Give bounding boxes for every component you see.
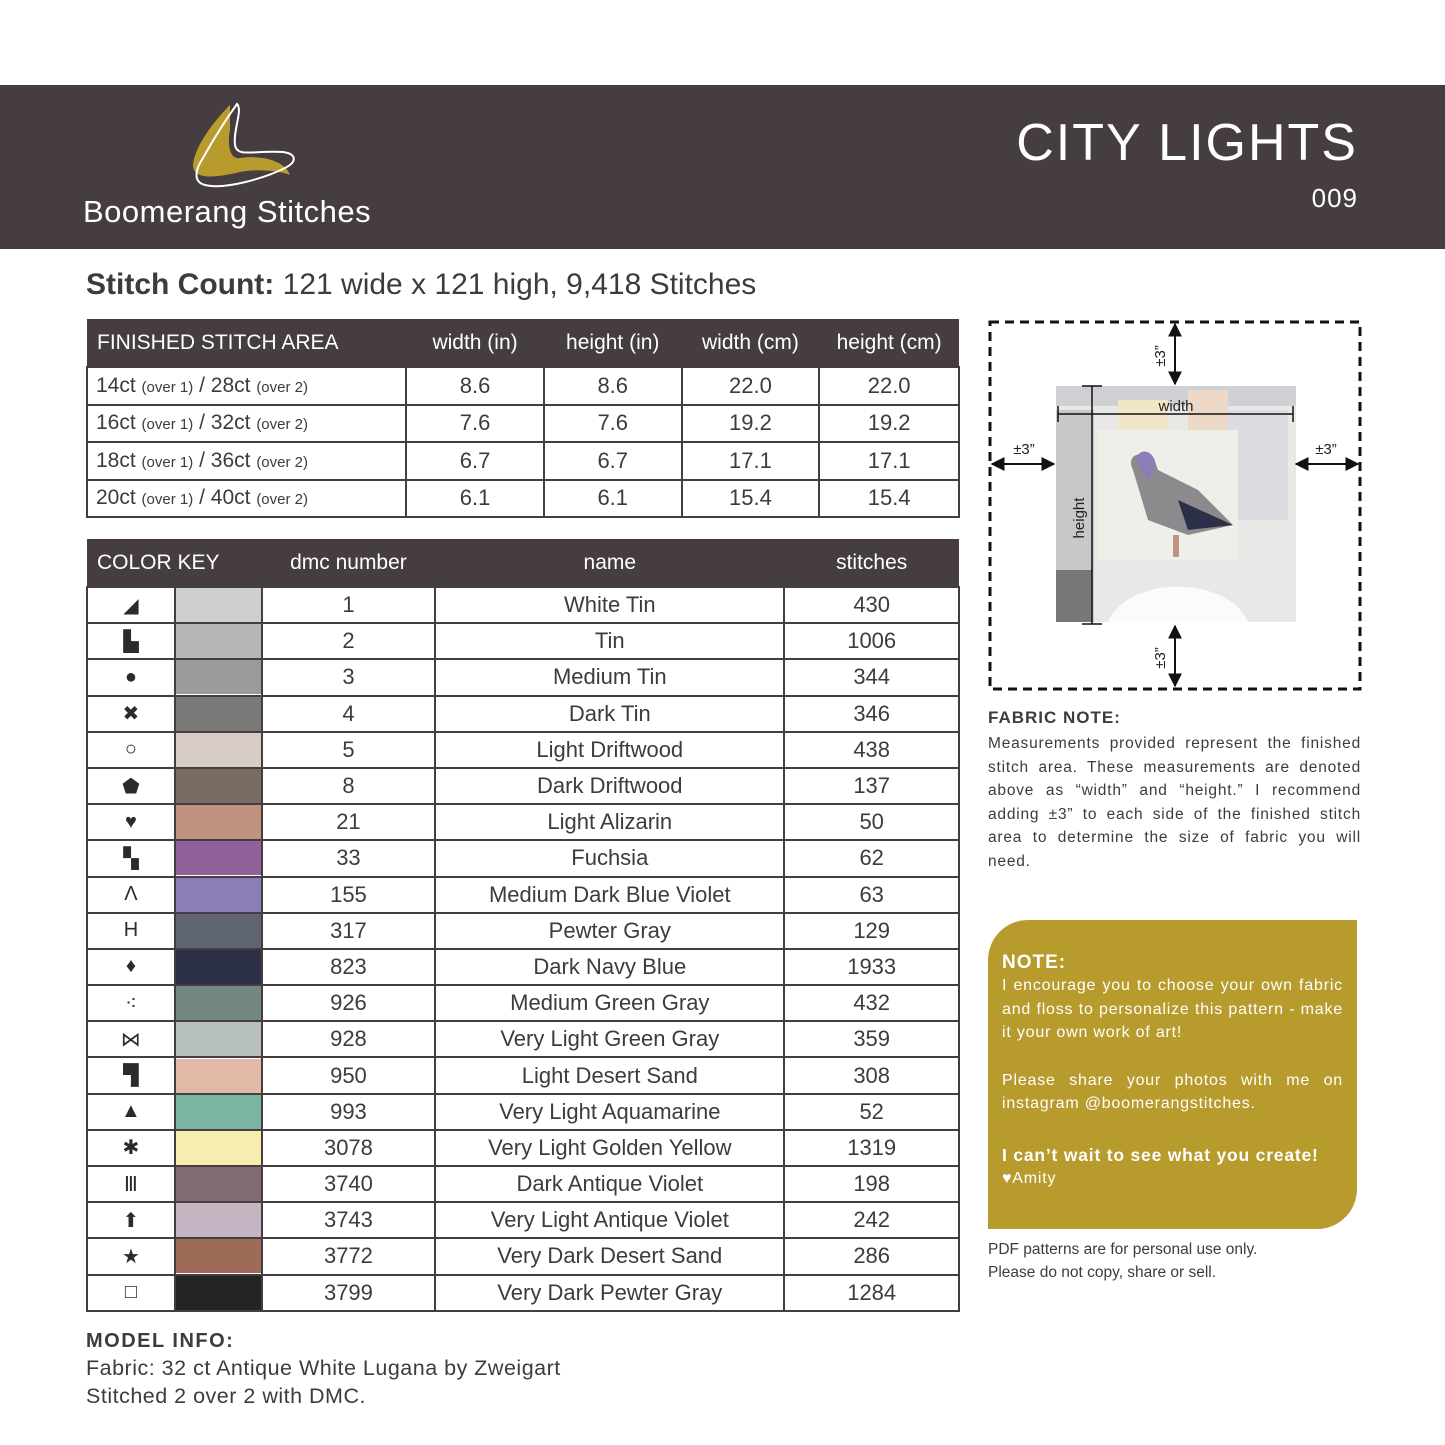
table-row [87, 1166, 959, 1202]
color-name-cell: Medium Green Gray [435, 985, 784, 1021]
column-header: height (cm) [819, 319, 959, 367]
mushroom-symbol: ⬆ [87, 1202, 175, 1238]
table-row [87, 1130, 959, 1166]
color-swatch [175, 587, 262, 623]
table-row [87, 480, 959, 518]
color-swatch [175, 1130, 262, 1166]
height-in-cell: 7.6 [544, 405, 682, 443]
table-header-row [87, 319, 959, 367]
table-row [87, 1202, 959, 1238]
dmc-number-cell: 993 [262, 1094, 436, 1130]
table-header-row [87, 539, 959, 587]
width-cm-cell: 22.0 [682, 367, 820, 405]
brand-name: Boomerang Stitches [83, 194, 372, 229]
color-name-cell: Tin [435, 623, 784, 659]
column-header: stitches [784, 539, 959, 587]
model-fabric: Fabric: 32 ct Antique White Lugana by Zweigart [86, 1356, 561, 1380]
fabric-count-cell: 18ct (over 1) / 36ct (over 2) [87, 442, 406, 480]
dmc-number-cell: 5 [262, 732, 436, 768]
stitch-count-cell: 308 [784, 1057, 959, 1093]
pattern-title: CITY LIGHTS [1016, 114, 1358, 172]
table-row [87, 840, 959, 876]
table-row [87, 696, 959, 732]
table-row [87, 623, 959, 659]
stitch-count-cell: 63 [784, 877, 959, 913]
color-name-cell: Light Driftwood [435, 732, 784, 768]
table-row [87, 1057, 959, 1093]
height-cm-cell: 19.2 [819, 405, 959, 443]
table-row [87, 1238, 959, 1274]
stitch-count-cell: 242 [784, 1202, 959, 1238]
header-banner [0, 85, 1445, 249]
fabric-size-diagram [988, 320, 1363, 692]
table-row [87, 949, 959, 985]
stitch-count-cell: 1284 [784, 1275, 959, 1311]
dmc-number-cell: 1 [262, 587, 436, 623]
bars-symbol: Ⅲ [87, 1166, 175, 1202]
table-row [87, 442, 959, 480]
color-swatch [175, 1202, 262, 1238]
width-in-cell: 6.7 [406, 442, 544, 480]
stitch-count-cell: 50 [784, 804, 959, 840]
circle-symbol: ● [87, 659, 175, 695]
dmc-number-cell: 21 [262, 804, 436, 840]
table-row [87, 732, 959, 768]
color-key-table [86, 539, 960, 1312]
fabric-note-text: Measurements provided represent the finished stitch area. These measurements are denoted above as “width” and “height.” I recommend adding ±3” to each side of the finished stitch area to determine the size of fabric you will need. [988, 735, 1361, 870]
stitch-count-cell: 344 [784, 659, 959, 695]
pentagon-symbol: ⬟ [87, 768, 175, 804]
color-name-cell: White Tin [435, 587, 784, 623]
dmc-number-cell: 155 [262, 877, 436, 913]
model-stitched: Stitched 2 over 2 with DMC. [86, 1384, 366, 1408]
note-closing: I can’t wait to see what you create! [1002, 1144, 1319, 1165]
color-name-cell: Very Dark Pewter Gray [435, 1275, 784, 1311]
finished-area-table [86, 319, 960, 518]
dmc-number-cell: 3740 [262, 1166, 436, 1202]
width-in-cell: 8.6 [406, 367, 544, 405]
height-label: height [1071, 497, 1088, 539]
stitch-count-cell: 62 [784, 840, 959, 876]
stitch-count-cell: 52 [784, 1094, 959, 1130]
legal-line: Please do not copy, share or sell. [988, 1264, 1217, 1281]
note-signature: ♥Amity [1002, 1170, 1057, 1187]
color-name-cell: Very Light Antique Violet [435, 1202, 784, 1238]
h-bar-symbol: H [87, 913, 175, 949]
fabric-count-cell: 20ct (over 1) / 40ct (over 2) [87, 480, 406, 518]
color-swatch [175, 1021, 262, 1057]
color-swatch [175, 1166, 262, 1202]
dmc-number-cell: 33 [262, 840, 436, 876]
column-header: name [435, 539, 784, 587]
top-margin-label: ±3” [1152, 345, 1169, 367]
column-header: dmc number [262, 539, 436, 587]
step-symbol: ▙ [87, 623, 175, 659]
color-name-cell: Light Alizarin [435, 804, 784, 840]
stitch-count-cell: 438 [784, 732, 959, 768]
dmc-number-cell: 928 [262, 1021, 436, 1057]
stitch-count-cell: 1006 [784, 623, 959, 659]
color-name-cell: Dark Navy Blue [435, 949, 784, 985]
dmc-number-cell: 3078 [262, 1130, 436, 1166]
color-name-cell: Medium Dark Blue Violet [435, 877, 784, 913]
cross-symbol: ✖ [87, 696, 175, 732]
stitch-count-cell: 129 [784, 913, 959, 949]
color-swatch [175, 877, 262, 913]
pattern-code: 009 [1311, 183, 1358, 213]
column-header: FINISHED STITCH AREA [87, 319, 406, 367]
color-swatch [175, 732, 262, 768]
color-name-cell: Very Light Aquamarine [435, 1094, 784, 1130]
dmc-number-cell: 2 [262, 623, 436, 659]
stitch-count-cell: 198 [784, 1166, 959, 1202]
color-name-cell: Very Dark Desert Sand [435, 1238, 784, 1274]
quarter-arc-symbol: ◢ [87, 587, 175, 623]
color-name-cell: Very Light Golden Yellow [435, 1130, 784, 1166]
dmc-number-cell: 823 [262, 949, 436, 985]
stitch-count-cell: 1933 [784, 949, 959, 985]
dmc-number-cell: 3 [262, 659, 436, 695]
color-swatch [175, 623, 262, 659]
note-box [988, 920, 1357, 1229]
table-row [87, 367, 959, 405]
color-name-cell: Dark Driftwood [435, 768, 784, 804]
asterisk-symbol: ✱ [87, 1130, 175, 1166]
lambda-symbol: Λ [87, 877, 175, 913]
stitch-count-cell: 286 [784, 1238, 959, 1274]
height-in-cell: 8.6 [544, 367, 682, 405]
height-in-cell: 6.1 [544, 480, 682, 518]
left-margin-label: ±3” [1013, 441, 1035, 458]
stitch-count-cell: 346 [784, 696, 959, 732]
fabric-count-cell: 16ct (over 1) / 32ct (over 2) [87, 405, 406, 443]
stitch-count-value: 121 wide x 121 high, 9,418 Stitches [282, 268, 757, 301]
color-swatch [175, 985, 262, 1021]
right-margin-label: ±3” [1315, 441, 1337, 458]
stitch-count-cell: 430 [784, 587, 959, 623]
dmc-number-cell: 4 [262, 696, 436, 732]
legal-notice [988, 1238, 1257, 1284]
width-in-cell: 6.1 [406, 480, 544, 518]
color-swatch [175, 840, 262, 876]
note-title: NOTE: [1002, 952, 1067, 973]
table-row [87, 1275, 959, 1311]
table-row [87, 985, 959, 1021]
stitch-count-label: Stitch Count: [86, 268, 275, 301]
fabric-note-title: FABRIC NOTE: [988, 708, 1121, 727]
table-row [87, 1021, 959, 1057]
dmc-number-cell: 926 [262, 985, 436, 1021]
bowtie-symbol: ⋈ [87, 1021, 175, 1057]
stitch-count [86, 268, 756, 302]
table-row [87, 768, 959, 804]
table-row [87, 1094, 959, 1130]
width-cm-cell: 15.4 [682, 480, 820, 518]
dmc-number-cell: 3772 [262, 1238, 436, 1274]
boomerang-logo-icon [185, 100, 305, 190]
dots-symbol: ⁖ [87, 985, 175, 1021]
color-swatch [175, 1057, 262, 1093]
color-name-cell: Very Light Green Gray [435, 1021, 784, 1057]
color-name-cell: Dark Antique Violet [435, 1166, 784, 1202]
table-row [87, 804, 959, 840]
height-cm-cell: 17.1 [819, 442, 959, 480]
table-row [87, 587, 959, 623]
color-name-cell: Medium Tin [435, 659, 784, 695]
color-swatch [175, 949, 262, 985]
column-header: COLOR KEY [87, 539, 262, 587]
column-header: height (in) [544, 319, 682, 367]
height-cm-cell: 15.4 [819, 480, 959, 518]
stitch-count-cell: 137 [784, 768, 959, 804]
color-swatch [175, 696, 262, 732]
fabric-count-cell: 14ct (over 1) / 28ct (over 2) [87, 367, 406, 405]
dmc-number-cell: 8 [262, 768, 436, 804]
width-cm-cell: 17.1 [682, 442, 820, 480]
table-row [87, 913, 959, 949]
column-header: width (cm) [682, 319, 820, 367]
model-info-title: MODEL INFO: [86, 1330, 235, 1352]
stitch-count-cell: 1319 [784, 1130, 959, 1166]
diamond-symbol: ♦ [87, 949, 175, 985]
color-swatch [175, 1094, 262, 1130]
table-row [87, 877, 959, 913]
color-swatch [175, 1238, 262, 1274]
dmc-number-cell: 3743 [262, 1202, 436, 1238]
width-label: width [1158, 398, 1194, 415]
color-name-cell: Dark Tin [435, 696, 784, 732]
column-header: width (in) [406, 319, 544, 367]
dmc-number-cell: 950 [262, 1057, 436, 1093]
star-symbol: ★ [87, 1238, 175, 1274]
dmc-number-cell: 317 [262, 913, 436, 949]
color-swatch [175, 768, 262, 804]
square-symbol: □ [87, 1275, 175, 1311]
stitch-count-cell: 432 [784, 985, 959, 1021]
note-paragraph: I encourage you to choose your own fabric and floss to personalize this pattern - make it your own work of art! [1002, 977, 1343, 1041]
corner-symbol: ▜ [87, 1057, 175, 1093]
color-swatch [175, 804, 262, 840]
width-in-cell: 7.6 [406, 405, 544, 443]
height-in-cell: 6.7 [544, 442, 682, 480]
table-row [87, 659, 959, 695]
dmc-number-cell: 3799 [262, 1275, 436, 1311]
checker-symbol: ▚ [87, 840, 175, 876]
width-cm-cell: 19.2 [682, 405, 820, 443]
color-swatch [175, 659, 262, 695]
bottom-margin-label: ±3” [1152, 647, 1169, 669]
color-name-cell: Light Desert Sand [435, 1057, 784, 1093]
ring-symbol: ○ [87, 732, 175, 768]
height-cm-cell: 22.0 [819, 367, 959, 405]
table-row [87, 405, 959, 443]
color-name-cell: Pewter Gray [435, 913, 784, 949]
stitch-count-cell: 359 [784, 1021, 959, 1057]
triangle-symbol: ▲ [87, 1094, 175, 1130]
heart-symbol: ♥ [87, 804, 175, 840]
legal-line: PDF patterns are for personal use only. [988, 1241, 1258, 1258]
color-name-cell: Fuchsia [435, 840, 784, 876]
color-swatch [175, 1275, 262, 1311]
note-paragraph: Please share your photos with me on instagram @boomerangstitches. [1002, 1071, 1343, 1112]
color-swatch [175, 913, 262, 949]
